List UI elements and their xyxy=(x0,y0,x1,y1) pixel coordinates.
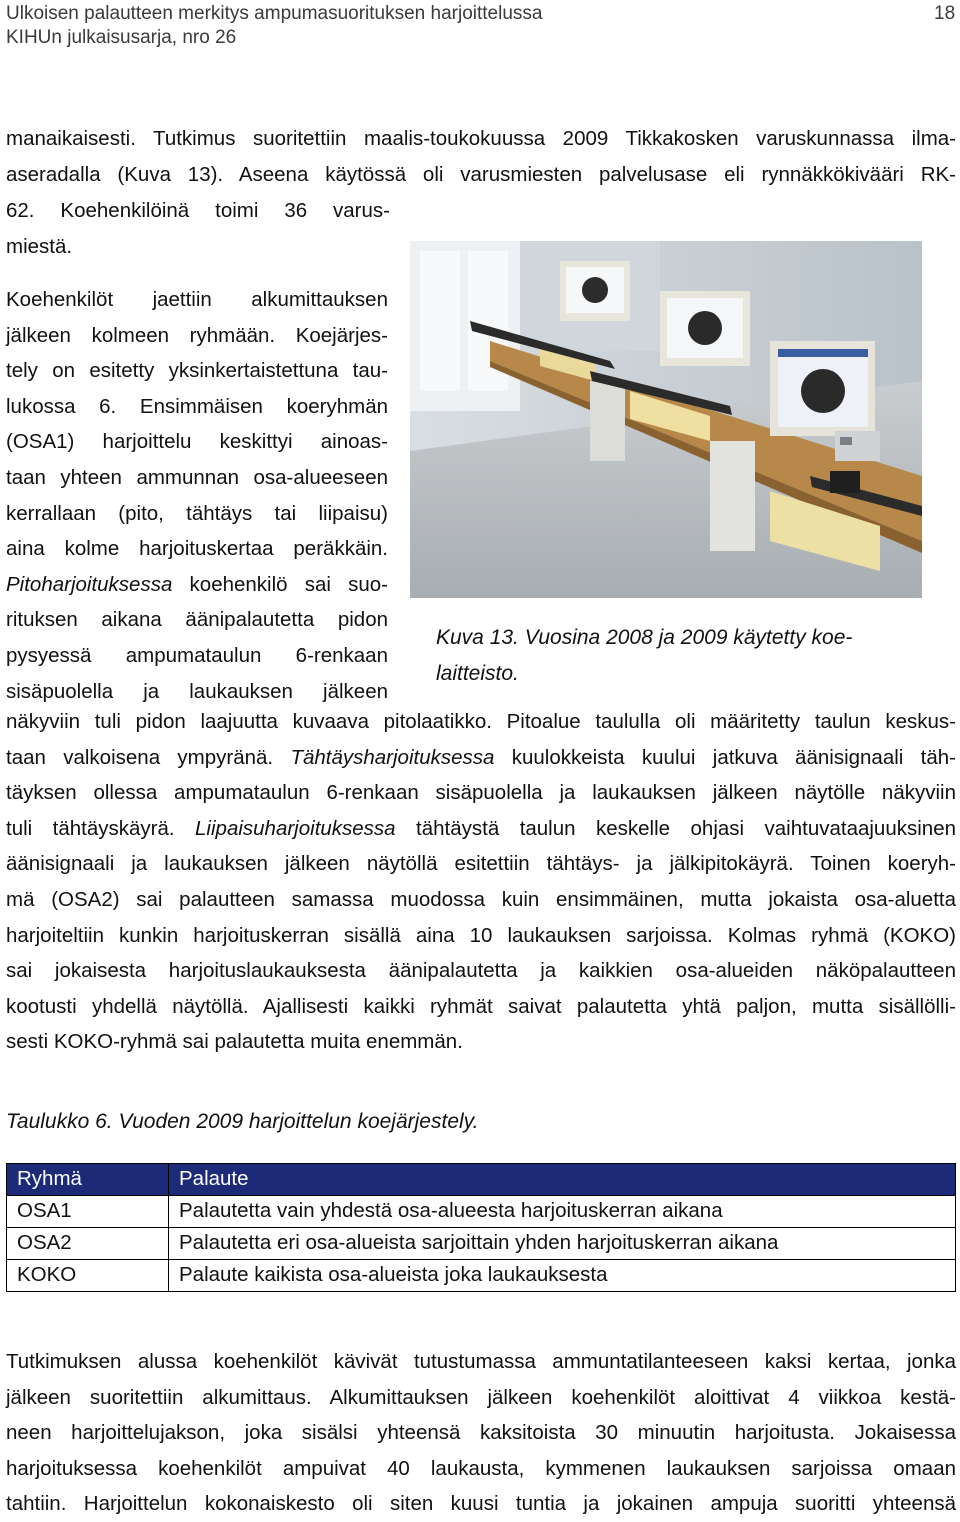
text-line: kootusti yhdellä näytöllä. Ajallisesti kaikki ryhmät saivat palautetta yhtä paljon, mutta sisällölli- xyxy=(6,994,956,1018)
text-line: tuli tähtäyskäyrä. Liipaisuharjoituksessa tähtäystä taulun keskelle ohjasi vaihtuvataajuuksinen xyxy=(6,816,956,840)
table-caption: Taulukko 6. Vuoden 2009 harjoittelun koejärjestely. xyxy=(6,1110,479,1133)
table-cell: OSA1 xyxy=(7,1196,169,1228)
text-line: Koehenkilöt jaettiin alkumittauksen xyxy=(6,288,388,311)
text-line: sai jokaisesta harjoituslaukauksesta äänipalautetta ja kaikkien osa-alueiden näköpalautteen xyxy=(6,959,956,983)
text-line: aseradalla (Kuva 13). Aseena käytössä oli varusmiesten palvelusase eli rynnäkkökivääri RK- xyxy=(6,162,956,186)
table-header-cell: Palaute xyxy=(169,1164,956,1196)
text-line: harjoiteltiin kunkin harjoituskerran sisällä aina 10 laukauksen sarjoissa. Kolmas ryhmä (KOKO) xyxy=(6,923,956,947)
italic-term: Pitoharjoituksessa xyxy=(6,572,173,596)
text-line: kerrallaan (pito, tähtäys tai liipaisu) xyxy=(6,501,388,525)
text-line: jälkeen suoritettiin alkumittaus. Alkumittauksen jälkeen koehenkilöt aloittivat 4 viikkoa kestä- xyxy=(6,1385,956,1409)
text-line: 62. Koehenkilöinä toimi 36 varus- xyxy=(6,199,390,222)
table-row xyxy=(7,1260,956,1292)
experiment-table xyxy=(6,1163,956,1292)
text-line: äänisignaali ja laukauksen jälkeen näytöllä esitettiin tähtäys- ja jälkipitokäyrä. Toinen koeryh- xyxy=(6,852,956,876)
text-line: lukossa 6. Ensimmäisen koeryhmän xyxy=(6,394,388,418)
table-cell: Palautetta eri osa-alueista sarjoittain yhden harjoituskerran aikana xyxy=(169,1228,956,1260)
table-row xyxy=(7,1196,956,1228)
text-line: mä (OSA2) sai palautteen samassa muodossa kuin ensimmäinen, mutta jokaista osa-aluetta xyxy=(6,887,956,911)
table-row xyxy=(7,1228,956,1260)
italic-term: Tähtäysharjoituksessa xyxy=(290,745,495,769)
intro-paragraph-narrow xyxy=(6,193,390,264)
text-line: näkyviin tuli pidon laajuutta kuvaava pitolaatikko. Pitoalue taululla oli määritetty taulun keskus- xyxy=(6,710,956,733)
caption-line: Kuva 13. Vuosina 2008 ja 2009 käytetty koe- xyxy=(436,626,853,649)
text-line: (OSA1) harjoittelu keskittyi ainoas- xyxy=(6,430,388,454)
text-line: taan yhteen ammunnan osa-alueeseen xyxy=(6,465,388,489)
page-number: 18 xyxy=(934,3,956,24)
text-line: manaikaisesti. Tutkimus suoritettiin maalis-toukokuussa 2009 Tikkakosken varuskunnassa ilma- xyxy=(6,127,956,150)
text-line: rituksen aikana äänipalautetta pidon xyxy=(6,608,388,632)
text-line: sisäpuolella ja laukauksen jälkeen xyxy=(6,679,388,703)
table-cell: Palautetta vain yhdestä osa-alueesta harjoituskerran aikana xyxy=(169,1196,956,1228)
italic-term: Liipaisuharjoituksessa xyxy=(195,816,396,840)
text-line: jälkeen kolmeen ryhmään. Koejärjes- xyxy=(6,323,388,347)
table-header-row xyxy=(7,1164,956,1196)
table-cell: KOKO xyxy=(7,1260,169,1292)
text-line: Tutkimuksen alussa koehenkilöt kävivät tutustumassa ammuntatilanteeseen kaksi kertaa, jonka xyxy=(6,1350,956,1373)
table-header-cell: Ryhmä xyxy=(7,1164,169,1196)
text-line: miestä. xyxy=(6,234,73,258)
text-line: Pitoharjoituksessa koehenkilö sai suo- xyxy=(6,572,388,596)
left-column-paragraph xyxy=(6,282,388,709)
table-cell: OSA2 xyxy=(7,1228,169,1260)
text-line: pysyessä ampumataulun 6-renkaan xyxy=(6,643,388,667)
final-paragraph xyxy=(6,1344,956,1522)
caption-line: laitteisto. xyxy=(436,662,519,685)
text-line: taan valkoisena ympyränä. Tähtäysharjoituksessa kuulokkeista kuului jatkuva äänisignaali täh- xyxy=(6,745,956,769)
header-series: KIHUn julkaisusarja, nro 26 xyxy=(6,27,237,48)
figure-caption xyxy=(436,620,936,692)
text-line: tahtiin. Harjoittelun kokonaiskesto oli siten kuusi tuntia ja jokainen ampuja suoritti yhteensä xyxy=(6,1492,956,1516)
text-line: neen harjoittelujakson, joka sisälsi yhteensä kaksitoista 30 minuutin harjoitusta. Jokaisessa xyxy=(6,1421,956,1445)
running-header xyxy=(6,2,542,50)
header-title: Ulkoisen palautteen merkitys ampumasuorituksen harjoittelussa xyxy=(6,3,543,24)
table-cell: Palaute kaikista osa-alueista joka laukauksesta xyxy=(169,1260,956,1292)
intro-paragraph xyxy=(6,121,956,192)
text-line: täyksen ollessa ampumataulun 6-renkaan sisäpuolella ja laukauksen jälkeen näytölle näkyviin xyxy=(6,781,956,805)
shooting-range-photo xyxy=(410,241,922,598)
text-line: harjoituksessa koehenkilöt ampuivat 40 laukausta, kymmenen laukauksen sarjoissa omaan xyxy=(6,1456,956,1480)
main-paragraph xyxy=(6,704,956,1060)
text-line: tely on esitetty yksinkertaistettuna tau- xyxy=(6,359,388,383)
text-line: aina kolme harjoituskertaa peräkkäin. xyxy=(6,537,388,561)
text-line: sesti KOKO-ryhmä sai palautetta muita enemmän. xyxy=(6,1030,463,1054)
